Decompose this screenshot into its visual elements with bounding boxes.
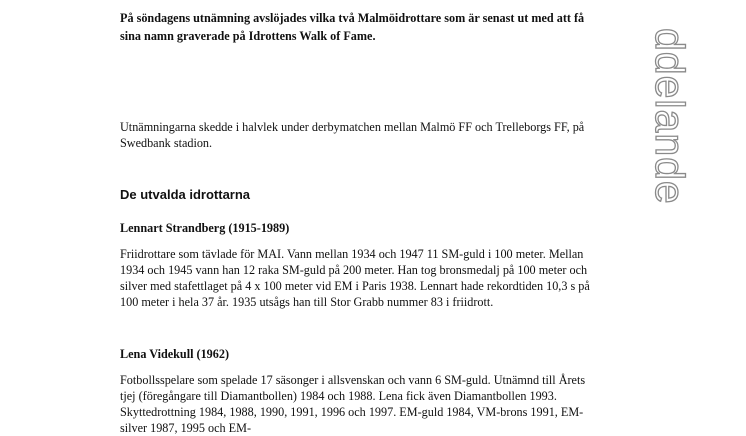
athlete-name: Lennart Strandberg (1915-1989) — [120, 221, 290, 235]
athlete-bio: Friidrottare som tävlade för MAI. Vann mellan 1934 och 1947 11 SM-guld i 100 meter. Mellan 1934 och 1945 vann han 12 raka SM-guld på 200 meter. Han tog bronsmedalj på 100 meter och silver med stafettlaget på 4 x 100 meter vid EM i Paris 1938. Lennart hade rekordtiden 10,3 s på 100 meter i hela 37 år. 1935 utsågs han till Stor Grabb nummer 83 i friidrott. — [120, 247, 590, 309]
section-heading: De utvalda idrottarna — [120, 187, 251, 202]
athlete-bio: Fotbollsspelare som spelade 17 säsonger i allsvenskan och vann 6 SM-guld. Utnämnd till Årets tjej (föregångare till Diamantbollen) 1984 och 1988. Lena fick även Diamantbollen 1993. Skyttedrottning 1984, 1988, 1990, 1991, 1996 och 1997. EM-guld 1984, VM-brons 1991, EM-silver 1987, 1995 och EM- — [120, 373, 586, 435]
vertical-side-label — [648, 28, 700, 228]
lead-paragraph: På söndagens utnämning avslöjades vilka två Malmöidrottare som är senast ut med att få sina namn graverade på Idrottens Walk of Fame. — [120, 11, 585, 43]
side-label-text: ddelande — [647, 28, 693, 205]
athlete-name: Lena Videkull (1962) — [120, 347, 230, 361]
intro-paragraph: Utnämningarna skedde i halvlek under derbymatchen mellan Malmö FF och Trelleborgs FF, på Swedbank stadion. — [120, 120, 585, 150]
press-release-body — [120, 9, 590, 436]
